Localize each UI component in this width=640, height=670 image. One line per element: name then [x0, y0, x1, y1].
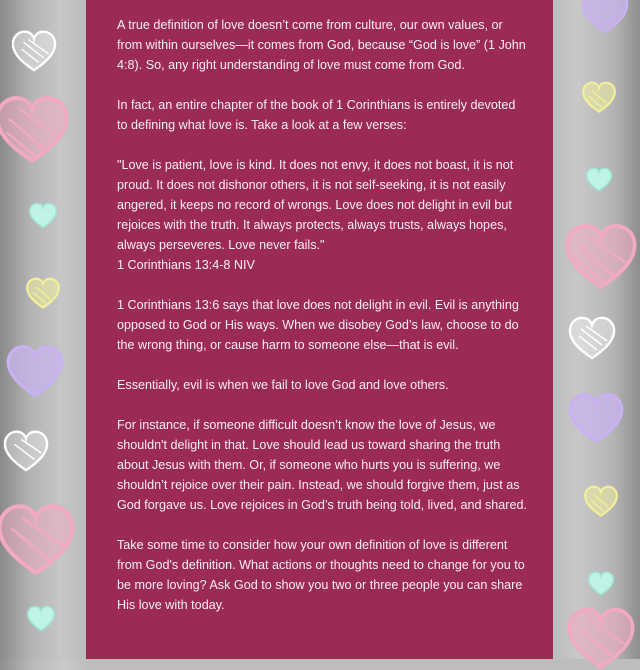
heart-pink-icon	[0, 92, 72, 164]
right-decorative-border	[553, 0, 640, 659]
heart-mint-icon	[587, 570, 615, 596]
scripture-quote: "Love is patient, love is kind. It does not envy, it does not boast, it is not proud. It does not dishonor others, it is not self-seeking, it is not easily angered, it keeps no record of wrongs. Love does not delight in evil but rejoices with the truth. It always protects, always trusts, always hopes, always perseveres. Love never fails."	[117, 158, 514, 252]
left-decorative-border	[0, 0, 86, 659]
heart-pink-icon	[561, 220, 640, 290]
heart-lavender-icon	[573, 0, 637, 34]
paragraph-definition: A true definition of love doesn’t come from culture, our own values, or from within ourselves—it comes from God, because “God is love” (1 John 4:8). So, any right understanding of love must come from God.	[117, 18, 526, 72]
heart-lavender-icon	[4, 342, 66, 398]
paragraph-example: For instance, if someone difficult doesn’t know the love of Jesus, we shouldn't delight in that. Love should lead us toward sharing the truth about Jesus with them. Or, if someone who hurts you is suffering, we shouldn’t rejoice over their pain. Instead, we should forgive them, just as God forgave us. Love rejoices in God’s truth being told, lived, and shared.	[117, 418, 528, 512]
scripture-reference: 1 Corinthians 13:4-8 NIV	[117, 258, 255, 272]
paragraph-evil-summary: Essentially, evil is when we fail to love God and love others.	[117, 378, 449, 392]
heart-white-icon	[2, 428, 50, 472]
paragraph-corinthians-intro: In fact, an entire chapter of the book of 1 Corinthians is entirely devoted to defining what love is. Take a look at a few verses:	[117, 98, 516, 132]
article-body	[117, 15, 527, 635]
paragraph-reflection: Take some time to consider how your own definition of love is different from God's definition. What actions or thoughts need to change for you to be more loving? Ask God to show you two or three people you can share His love with today.	[117, 538, 525, 612]
heart-yellow-icon	[581, 80, 617, 113]
heart-pink-icon	[0, 500, 78, 576]
heart-mint-icon	[26, 604, 56, 632]
heart-white-icon	[10, 28, 58, 72]
heart-yellow-icon	[583, 484, 619, 517]
heart-mint-icon	[585, 166, 613, 192]
heart-yellow-icon	[25, 276, 61, 309]
heart-pink-icon	[561, 604, 640, 670]
heart-lavender-icon	[565, 390, 627, 444]
heart-white-icon	[567, 314, 617, 360]
paragraph-evil-definition: 1 Corinthians 13:6 says that love does not delight in evil. Evil is anything opposed to God or His ways. When we disobey God’s law, choose to do the wrong thing, or cause harm to someone else—that is evil.	[117, 298, 519, 352]
heart-mint-icon	[28, 201, 58, 229]
